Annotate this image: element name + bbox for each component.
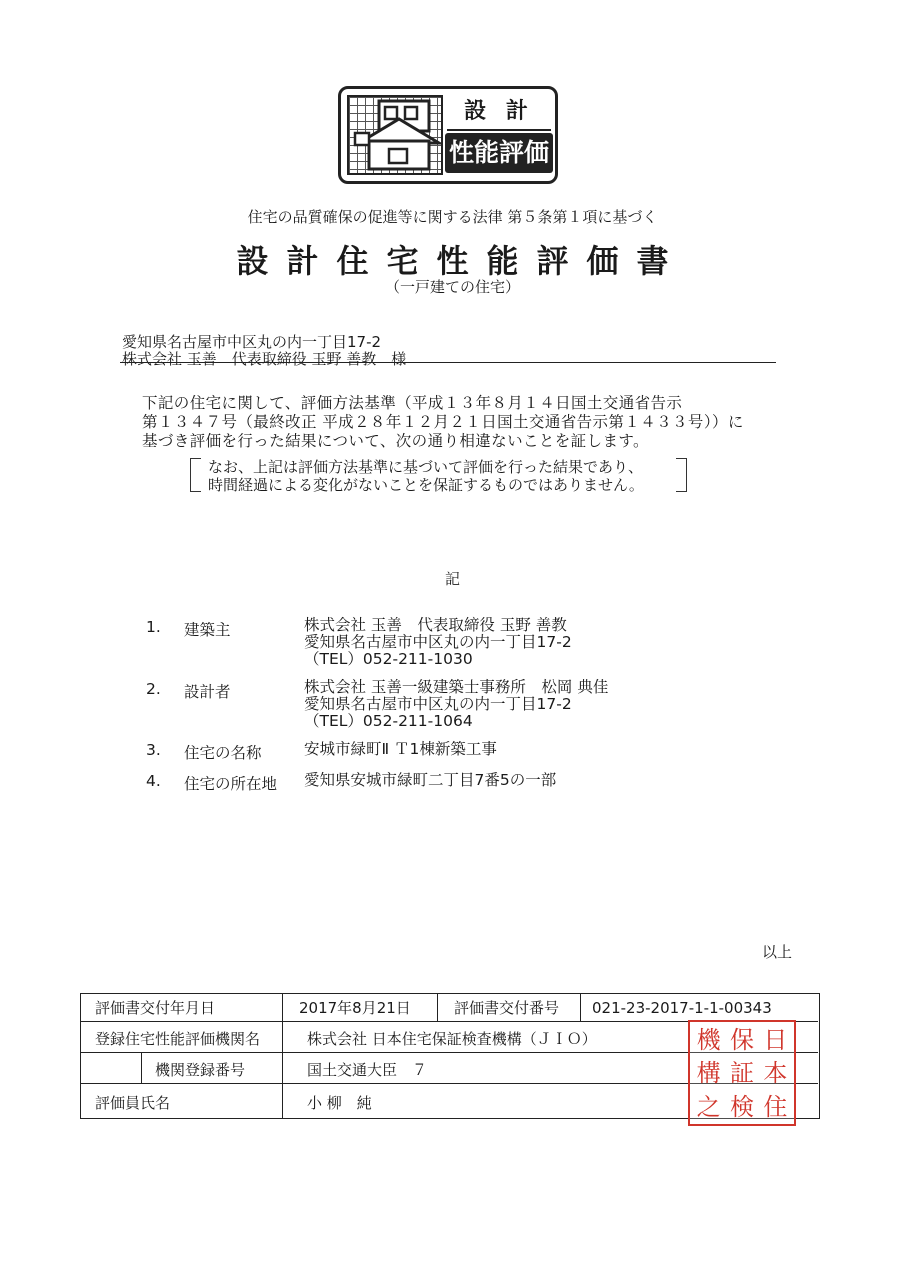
seal-char: 証 — [729, 1059, 754, 1088]
registration-value: 国土交通大臣 ７ — [307, 1061, 428, 1079]
ki-marker: 記 — [444, 570, 460, 588]
body-line: 第１３４７号（最終改正 平成２８年１２月２１日国土交通省告示第１４３３号））に — [142, 413, 744, 431]
issue-number-label: 評価書交付番号 — [454, 999, 560, 1017]
recipient-name: 株式会社 玉善 代表取締役 玉野 善教 様 — [122, 350, 407, 368]
body-line: 下記の住宅に関して、評価方法基準（平成１３年８月１４日国土交通省告示 — [142, 394, 683, 412]
item-number: 2. — [146, 680, 161, 698]
seal-char: 之 — [696, 1092, 721, 1121]
note-bracket-left — [190, 458, 201, 492]
seal-char: 日 — [763, 1026, 788, 1054]
seal-char: 構 — [696, 1059, 721, 1088]
item-number: 3. — [146, 741, 161, 759]
issue-date-value: 2017年8月21日 — [299, 999, 411, 1017]
item-value-house-name — [304, 741, 497, 758]
disclaimer-note — [208, 458, 644, 494]
issue-number-value: 021-23-2017-1-1-00343 — [592, 999, 772, 1017]
item-number: 1. — [146, 618, 161, 636]
document-subtitle: （一戸建ての住宅） — [384, 278, 520, 296]
logo-bottom-text: 性能評価 — [445, 133, 553, 173]
recipient-address: 愛知県名古屋市中区丸の内一丁目17-2 — [122, 333, 382, 351]
note-line: 時間経過による変化がないことを保証するものではありません。 — [208, 476, 644, 494]
value-line: 安城市緑町Ⅱ Ｔ1棟新築工事 — [304, 740, 497, 758]
issue-date-label: 評価書交付年月日 — [95, 999, 216, 1017]
seal-char: 本 — [763, 1059, 788, 1088]
value-line: （TEL）052-211-1030 — [304, 650, 473, 668]
item-value-designer — [304, 679, 608, 730]
item-label-owner: 建築主 — [184, 621, 231, 639]
law-subtitle: 住宅の品質確保の促進等に関する法律 第５条第１項に基づく — [247, 208, 658, 226]
org-label: 登録住宅性能評価機関名 — [95, 1030, 261, 1048]
value-line: 愛知県名古屋市中区丸の内一丁目17-2 — [304, 633, 572, 651]
value-line: 愛知県安城市緑町二丁目7番5の一部 — [304, 771, 557, 789]
item-label-designer: 設計者 — [184, 683, 231, 701]
document-title: 設計住宅性能評価書 — [236, 242, 687, 280]
closing-ijo: 以上 — [762, 943, 793, 961]
value-line: 株式会社 玉善 代表取締役 玉野 善教 — [304, 616, 567, 634]
evaluator-label: 評価員氏名 — [95, 1094, 171, 1112]
body-line: 基づき評価を行った結果について、次の通り相違ないことを証します。 — [142, 432, 649, 450]
seal-char: 検 — [729, 1092, 754, 1121]
registration-label: 機関登録番号 — [155, 1061, 246, 1079]
recipient-underline — [120, 362, 776, 363]
house-grid-icon — [347, 95, 443, 175]
value-line: （TEL）052-211-1064 — [304, 712, 473, 730]
seal-char: 機 — [696, 1026, 721, 1054]
evaluator-value: 小 柳 純 — [307, 1094, 372, 1112]
item-value-owner — [304, 617, 572, 668]
value-line: 株式会社 玉善一級建築士事務所 松岡 典佳 — [304, 678, 609, 696]
value-line: 愛知県名古屋市中区丸の内一丁目17-2 — [304, 695, 572, 713]
performance-evaluation-logo — [338, 86, 558, 184]
item-number: 4. — [146, 772, 161, 790]
seal-char: 保 — [729, 1026, 754, 1054]
item-value-location — [304, 772, 556, 789]
note-bracket-right — [676, 458, 687, 492]
logo-top-text: 設 計 — [447, 95, 551, 131]
official-seal-stamp — [688, 1020, 796, 1126]
seal-char: 住 — [763, 1092, 788, 1121]
certification-text — [142, 394, 744, 451]
item-label-location: 住宅の所在地 — [184, 775, 278, 793]
org-value: 株式会社 日本住宅保証検査機構（ＪＩＯ） — [307, 1030, 597, 1048]
note-line: なお、上記は評価方法基準に基づいて評価を行った結果であり、 — [208, 458, 644, 476]
item-label-house-name: 住宅の名称 — [184, 744, 262, 762]
